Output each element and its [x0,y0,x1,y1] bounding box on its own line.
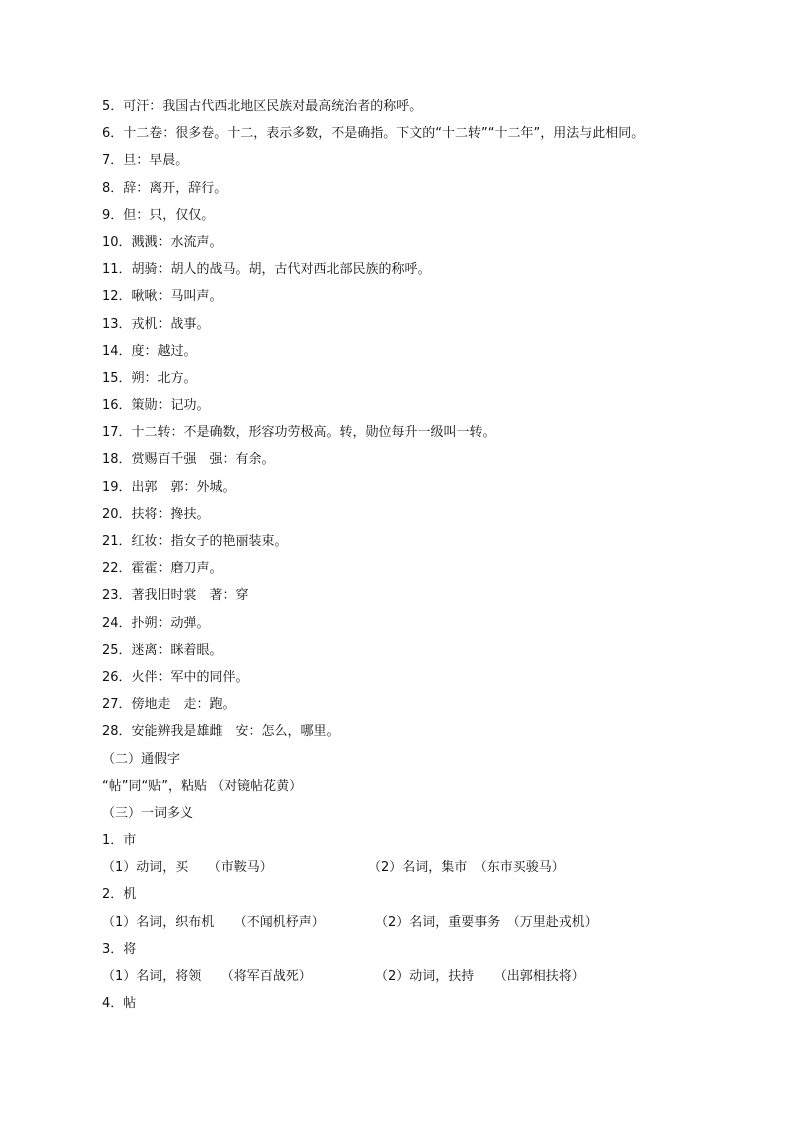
note-line: 14．度：越过。 [102,343,197,359]
note-line: 24．扑朔：动弹。 [102,615,210,631]
note-line: 13．戎机：战事。 [102,316,210,332]
polysemy-word: 4．帖 [102,996,137,1012]
note-line: 20．扶将：搀扶。 [102,506,210,522]
notes-content [102,93,742,1017]
polysemy-word: 3．将 [102,941,137,957]
polysemy-meanings [102,854,742,881]
note-line: 12．啾啾：马叫声。 [102,289,223,305]
note-line: 21．红妆：指女子的艳丽装束。 [102,534,288,549]
section-heading-yici: （三）一词多义 [102,805,194,821]
note-line: 6．十二卷：很多卷。十二，表示多数，不是确指。下文的“十二转”“十二年”，用法与此相同。 [102,126,645,142]
note-line: 25．迷离：眯着眼。 [102,642,223,658]
note-line: 5．可汗：我国古代西北地区民族对最高统治者的称呼。 [102,99,423,114]
note-line: 16．策勋：记功。 [102,398,210,414]
note-line: 7．旦：早晨。 [102,153,189,169]
meaning-1: （1）动词，买 （市鞍马） [102,860,273,876]
note-line: 22．霍霍：磨刀声。 [102,561,223,577]
note-line: 19．出郭 郭：外城。 [102,479,236,495]
tongjiazi-text: “帖”同“贴”，粘贴 （对镜帖花黄） [102,778,303,794]
note-line: 28．安能辨我是雄雌 安：怎么，哪里。 [102,724,340,740]
note-line: 18．赏赐百千强 强：有余。 [102,452,275,468]
note-line: 15．朔：北方。 [102,370,197,386]
note-line: 26．火伴：军中的同伴。 [102,669,249,685]
note-line: 23．著我旧时裳 著：穿 [102,588,249,604]
polysemy-meanings [102,963,742,990]
note-line: 9．但：只，仅仅。 [102,207,215,223]
meaning-1: （1）名词，将领 （将军百战死） [102,969,312,984]
meaning-2: （2）名词，重要事务 （万里赴戎机） [375,914,598,930]
polysemy-word: 2．机 [102,887,137,903]
meaning-2: （2）动词，扶持 （出郭相扶将） [375,969,585,984]
note-line: 17．十二转：不是确数，形容功劳极高。转，勋位每升一级叫一转。 [102,425,496,441]
note-line: 27．傍地走 走：跑。 [102,697,236,713]
note-line: 8．辞：离开，辞行。 [102,180,228,196]
note-line: 10．溅溅：水流声。 [102,234,223,250]
meaning-2: （2）名词，集市 （东市买骏马） [368,860,565,876]
polysemy-word: 1．市 [102,833,137,849]
note-line: 11．胡骑：胡人的战马。胡，古代对西北部民族的称呼。 [102,262,431,278]
polysemy-meanings [102,909,742,936]
meaning-1: （1）名词，织布机 （不闻机杼声） [102,914,325,930]
section-heading-tongjiazi: （二）通假字 [102,751,181,767]
